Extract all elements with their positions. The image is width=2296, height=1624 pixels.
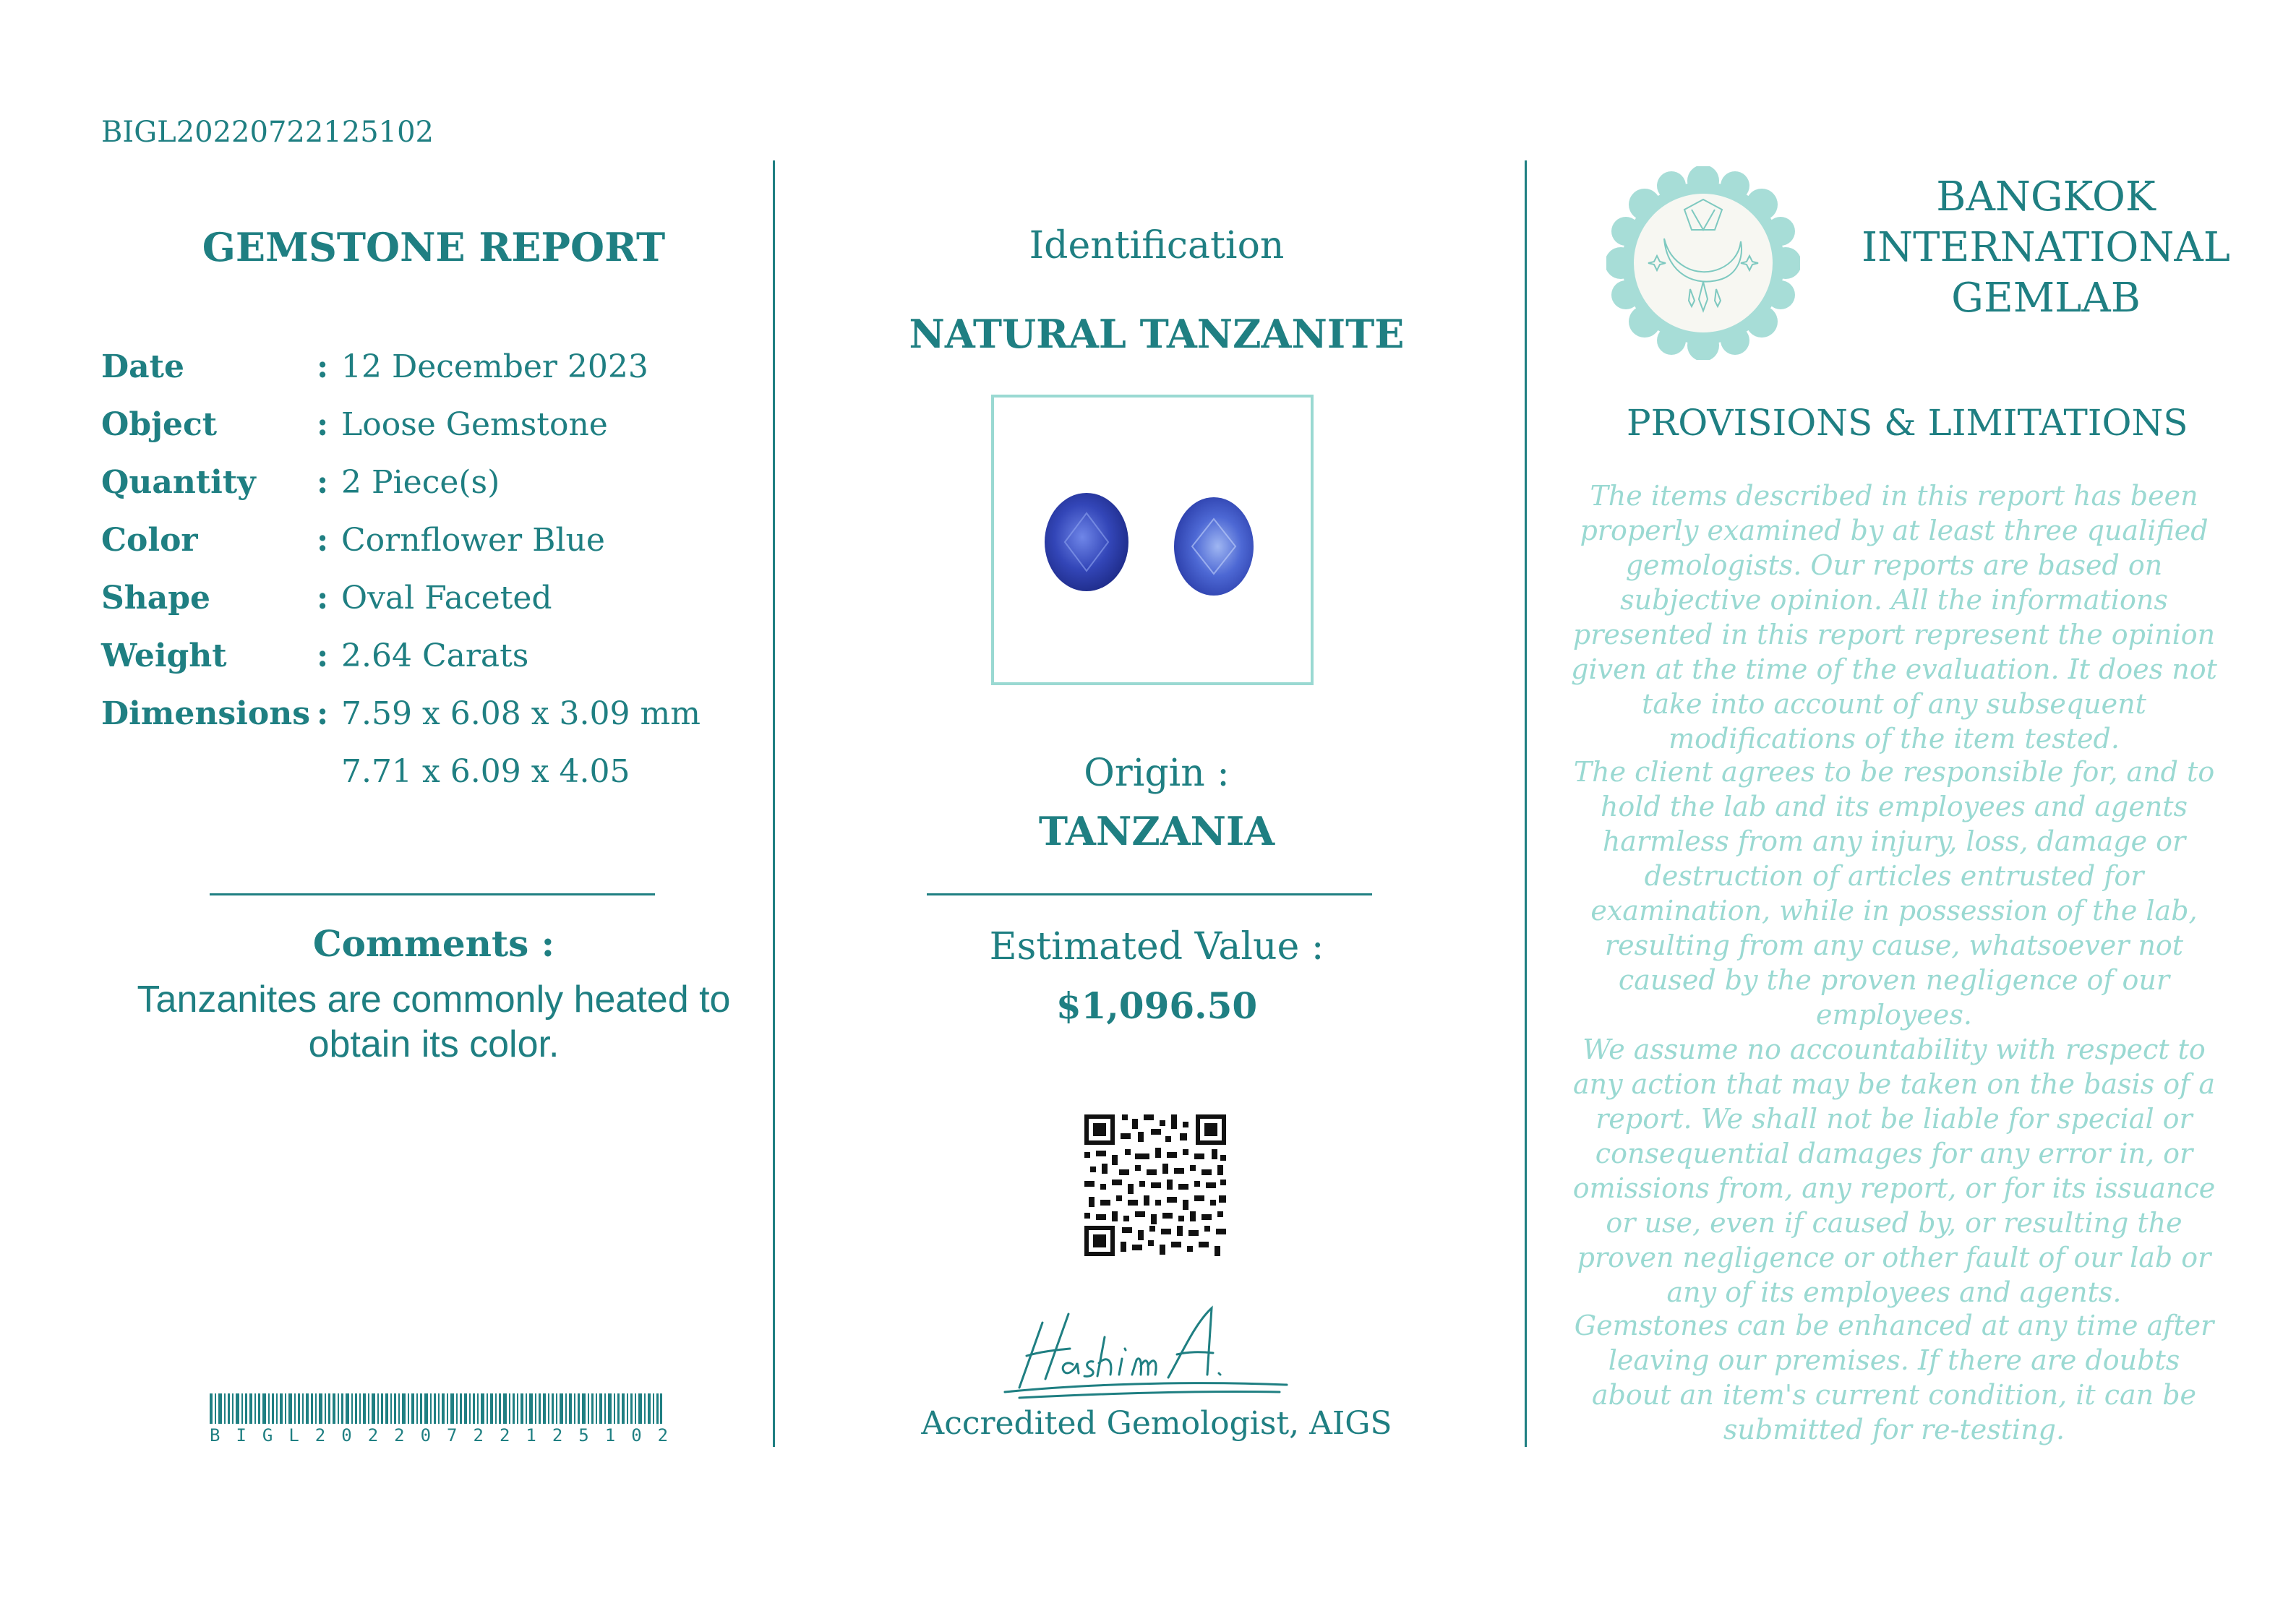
lab-name-line: INTERNATIONAL — [1862, 224, 2230, 271]
colon: : — [317, 464, 329, 501]
estimated-value-label: Estimated Value : — [989, 925, 1324, 968]
colon: : — [317, 406, 329, 443]
colon: : — [317, 580, 329, 616]
colon: : — [317, 348, 329, 385]
provision-paragraph: Gemstones can be enhanced at any time after leaving our premises. If there are doubts about an item's current condition, it can be submitted for re-testing. — [1574, 1310, 2214, 1445]
column-divider-right — [1525, 160, 1527, 1447]
detail-value: 12 December 2023 — [341, 348, 648, 385]
qr-code — [1084, 1114, 1226, 1256]
detail-value: Oval Faceted — [341, 580, 552, 616]
detail-label: Dimensions — [101, 695, 311, 732]
detail-label: Quantity — [101, 464, 256, 501]
origin-value: TANZANIA — [1038, 808, 1275, 854]
identification-label: Identification — [1029, 224, 1285, 267]
report-title: GEMSTONE REPORT — [202, 224, 666, 270]
detail-value: Cornflower Blue — [341, 522, 605, 559]
detail-value: 7.59 x 6.08 x 3.09 mm — [341, 695, 701, 732]
provision-paragraph: We assume no accountability with respect to any action that may be taken on the basis of a report. We shall not be liable for special or consequential damages for any error in, or omissions from, any report, or for its issuance or use, even if caused by, or resulting the proven negligence or other fault of our lab or any of its employees and agents. — [1572, 1034, 2216, 1308]
signature-image — [998, 1294, 1301, 1402]
detail-value: 2.64 Carats — [341, 637, 529, 674]
gemlab-seal-logo — [1606, 166, 1800, 360]
barcode-text: BIGL20220722125102 — [210, 1425, 685, 1445]
column-divider-left — [773, 160, 775, 1447]
detail-label: Date — [101, 348, 184, 385]
detail-label: Color — [101, 522, 198, 559]
provision-paragraph: The client agrees to be responsible for, and to hold the lab and its employees and agents harmless from any injury, loss, damage or destruction of articles entrusted for examination, while in possession of the lab, resulting from any cause, whatsoever not caused by the proven negligence of our employees. — [1573, 756, 2215, 1031]
colon: : — [317, 695, 329, 732]
estimated-value: $1,096.50 — [1055, 984, 1258, 1027]
report-id: BIGL20220722125102 — [101, 116, 434, 149]
comments-title: Comments : — [312, 922, 555, 965]
gemstones-image — [994, 398, 1311, 682]
detail-label: Object — [101, 406, 218, 443]
detail-value: Loose Gemstone — [341, 406, 608, 443]
divider-line — [210, 893, 655, 895]
colon: : — [317, 637, 329, 674]
detail-label: Shape — [101, 580, 211, 616]
divider-line — [927, 893, 1372, 895]
detail-value: 2 Piece(s) — [341, 464, 500, 501]
barcode — [210, 1393, 662, 1424]
colon: : — [317, 522, 329, 559]
gem-photo-frame — [991, 395, 1314, 685]
signer-title: Accredited Gemologist, AIGS — [921, 1405, 1392, 1442]
detail-label: Weight — [101, 637, 227, 674]
provisions-title: PROVISIONS & LIMITATIONS — [1627, 402, 2188, 444]
lab-name-line: BANGKOK — [1936, 173, 2156, 220]
detail-value: 7.71 x 6.09 x 4.05 — [341, 753, 630, 790]
comments-text: Tanzanites are commonly heated to obtain its color. — [137, 979, 731, 1065]
origin-label: Origin : — [1084, 752, 1230, 795]
lab-name-line: GEMLAB — [1951, 275, 2141, 322]
lab-name — [1836, 172, 2256, 324]
identification-value: NATURAL TANZANITE — [909, 311, 1405, 357]
provision-paragraph: The items described in this report has been properly examined by at least three qualified gemologists. Our reports are based on subjective opinion. All the informations presented in this report represent the opinion given at the time of the evaluation. It does not take into account of any subsequent modifications of the item tested. — [1571, 480, 2217, 755]
